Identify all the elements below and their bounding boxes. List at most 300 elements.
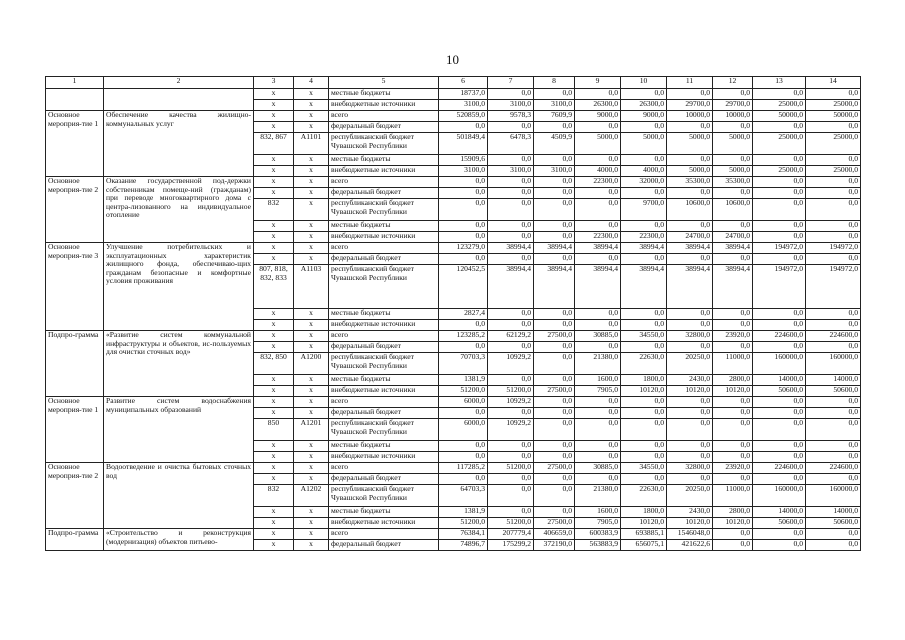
amount-cell: 656075,1 [621,540,667,551]
amount-cell: 123285,2 [439,331,488,342]
target-code-cell: А1200 [294,353,329,375]
amount-cell: 25000,0 [806,100,861,111]
amount-cell: 1381,9 [439,375,488,386]
amount-cell: 22300,0 [621,232,667,243]
amount-cell: 11000,0 [713,485,753,507]
amount-cell: 0,0 [439,221,488,232]
amount-cell: 0,0 [488,408,534,419]
amount-cell: 38994,4 [621,265,667,309]
funding-source-cell: местные бюджеты [329,155,439,166]
amount-cell: 0,0 [713,254,753,265]
amount-cell: 29700,0 [713,100,753,111]
amount-cell: 224600,0 [806,331,861,342]
amount-cell: 38994,4 [713,265,753,309]
amount-cell: 25000,0 [753,100,806,111]
amount-cell: 0,0 [534,309,575,320]
target-code-cell: х [294,166,329,177]
funding-source-cell: республиканский бюджет Чувашской Республики [329,265,439,309]
column-number-row [46,77,861,89]
admin-code-cell: х [254,507,294,518]
funding-source-cell: внебюджетные источники [329,320,439,331]
amount-cell: 120452,5 [439,265,488,309]
amount-cell: 0,0 [621,474,667,485]
amount-cell: 25000,0 [806,133,861,155]
amount-cell: 0,0 [575,221,621,232]
amount-cell: 7905,0 [575,386,621,397]
amount-cell: 0,0 [534,177,575,188]
amount-cell: 0,0 [621,309,667,320]
amount-cell: 0,0 [575,89,621,100]
column-number: 5 [329,77,439,89]
funding-source-cell: внебюджетные источники [329,232,439,243]
target-code-cell: х [294,518,329,529]
amount-cell: 1800,0 [621,507,667,518]
column-number: 10 [621,77,667,89]
amount-cell: 0,0 [621,155,667,166]
amount-cell: 64703,3 [439,485,488,507]
amount-cell: 38994,4 [534,265,575,309]
amount-cell: 76384,1 [439,529,488,540]
amount-cell: 32000,0 [621,177,667,188]
admin-code-cell: 807, 818, 832, 833 [254,265,294,309]
amount-cell: 0,0 [667,89,713,100]
amount-cell: 224600,0 [753,463,806,474]
admin-code-cell: х [254,155,294,166]
admin-code-cell: х [254,232,294,243]
amount-cell: 5000,0 [667,166,713,177]
amount-cell: 0,0 [439,177,488,188]
admin-code-cell: х [254,320,294,331]
table-row [46,463,861,474]
amount-cell: 117285,2 [439,463,488,474]
amount-cell: 1600,0 [575,507,621,518]
amount-cell: 0,0 [713,188,753,199]
funding-source-cell: местные бюджеты [329,221,439,232]
amount-cell: 0,0 [621,397,667,408]
amount-cell: 0,0 [713,397,753,408]
item-description-cell: «Развитие систем коммунальной инфраструктуры и объектов, ис-пользуемых для очистки сточных вод» [104,331,254,397]
admin-code-cell: х [254,89,294,100]
amount-cell: 23920,0 [713,463,753,474]
amount-cell: 2827,4 [439,309,488,320]
amount-cell: 2800,0 [713,507,753,518]
admin-code-cell: х [254,540,294,551]
amount-cell: 35300,0 [713,177,753,188]
amount-cell: 0,0 [713,540,753,551]
admin-code-cell: х [254,221,294,232]
amount-cell: 35300,0 [667,177,713,188]
amount-cell: 194972,0 [806,243,861,254]
amount-cell: 5000,0 [621,133,667,155]
amount-cell: 14000,0 [806,507,861,518]
item-type-cell: Подпро-грамма [46,331,104,397]
amount-cell: 29700,0 [667,100,713,111]
amount-cell: 0,0 [439,342,488,353]
amount-cell: 0,0 [488,221,534,232]
funding-source-cell: местные бюджеты [329,441,439,452]
funding-source-cell: федеральный бюджет [329,474,439,485]
column-number: 6 [439,77,488,89]
amount-cell: 10600,0 [667,199,713,221]
amount-cell: 25000,0 [753,166,806,177]
admin-code-cell: х [254,188,294,199]
target-code-cell: х [294,111,329,122]
amount-cell: 38994,4 [534,243,575,254]
amount-cell: 0,0 [575,474,621,485]
target-code-cell: А1101 [294,133,329,155]
target-code-cell: х [294,177,329,188]
amount-cell: 175299,2 [488,540,534,551]
table-row [46,177,861,188]
target-code-cell: х [294,309,329,320]
target-code-cell: х [294,155,329,166]
item-type-cell: Подпро-грамма [46,529,104,551]
amount-cell: 0,0 [806,408,861,419]
amount-cell: 0,0 [488,177,534,188]
column-number: 12 [713,77,753,89]
amount-cell: 10929,2 [488,353,534,375]
amount-cell: 0,0 [575,408,621,419]
amount-cell: 27500,0 [534,386,575,397]
amount-cell: 0,0 [713,342,753,353]
amount-cell: 0,0 [806,155,861,166]
amount-cell: 0,0 [753,199,806,221]
admin-code-cell: х [254,474,294,485]
item-type-cell: Основное мероприя-тие 1 [46,397,104,463]
funding-source-cell: местные бюджеты [329,507,439,518]
amount-cell: 160000,0 [806,485,861,507]
amount-cell: 38994,4 [488,265,534,309]
amount-cell: 38994,4 [488,243,534,254]
amount-cell: 0,0 [621,320,667,331]
amount-cell: 0,0 [534,232,575,243]
amount-cell: 0,0 [806,529,861,540]
admin-code-cell: х [254,111,294,122]
amount-cell: 563883,9 [575,540,621,551]
amount-cell: 2430,0 [667,507,713,518]
amount-cell: 50600,0 [753,518,806,529]
amount-cell: 51200,0 [488,463,534,474]
amount-cell: 10120,0 [621,518,667,529]
item-type-cell [46,89,104,111]
amount-cell: 27500,0 [534,463,575,474]
table-body [46,77,861,551]
column-number: 3 [254,77,294,89]
funding-source-cell: федеральный бюджет [329,188,439,199]
amount-cell: 0,0 [753,232,806,243]
table-row [46,331,861,342]
item-description-cell: Обеспечение качества жилищно-коммунальных услуг [104,111,254,177]
amount-cell: 22300,0 [575,177,621,188]
amount-cell: 421622,6 [667,540,713,551]
admin-code-cell: 832 [254,485,294,507]
amount-cell: 14000,0 [806,375,861,386]
amount-cell: 0,0 [534,188,575,199]
target-code-cell: х [294,375,329,386]
amount-cell: 0,0 [713,221,753,232]
funding-source-cell: внебюджетные источники [329,518,439,529]
amount-cell: 21380,0 [575,353,621,375]
amount-cell: 0,0 [439,122,488,133]
amount-cell: 14000,0 [753,375,806,386]
target-code-cell: х [294,331,329,342]
admin-code-cell: х [254,452,294,463]
admin-code-cell: х [254,166,294,177]
item-type-cell: Основное мероприя-тие 1 [46,111,104,177]
target-code-cell: х [294,529,329,540]
table-row [46,397,861,408]
amount-cell: 0,0 [488,474,534,485]
page-number: 10 [446,52,459,67]
amount-cell: 0,0 [713,441,753,452]
amount-cell: 38994,4 [667,243,713,254]
amount-cell: 0,0 [488,254,534,265]
target-code-cell: х [294,188,329,199]
amount-cell: 0,0 [806,232,861,243]
amount-cell: 160000,0 [753,485,806,507]
amount-cell: 0,0 [439,452,488,463]
amount-cell: 0,0 [575,309,621,320]
amount-cell: 0,0 [439,188,488,199]
amount-cell: 22300,0 [575,232,621,243]
amount-cell: 0,0 [713,320,753,331]
amount-cell: 0,0 [667,441,713,452]
amount-cell: 0,0 [806,122,861,133]
amount-cell: 0,0 [753,177,806,188]
admin-code-cell: х [254,518,294,529]
amount-cell: 0,0 [621,89,667,100]
amount-cell: 1546048,0 [667,529,713,540]
funding-source-cell: местные бюджеты [329,375,439,386]
amount-cell: 0,0 [753,540,806,551]
item-description-cell: Улучшение потребительских и эксплуатационных характеристик жилищного фонда, обеспечиваю-щих гражданам безопасные и комфортные условия проживания [104,243,254,331]
amount-cell: 0,0 [713,309,753,320]
amount-cell: 501849,4 [439,133,488,155]
funding-source-cell: местные бюджеты [329,309,439,320]
amount-cell: 0,0 [806,188,861,199]
funding-source-cell: внебюджетные источники [329,386,439,397]
amount-cell: 0,0 [534,419,575,441]
amount-cell: 0,0 [534,353,575,375]
admin-code-cell: х [254,463,294,474]
admin-code-cell: х [254,122,294,133]
amount-cell: 0,0 [753,320,806,331]
amount-cell: 194972,0 [753,265,806,309]
amount-cell: 0,0 [667,254,713,265]
amount-cell: 0,0 [575,122,621,133]
amount-cell: 2800,0 [713,375,753,386]
amount-cell: 10120,0 [713,518,753,529]
table-row [46,243,861,254]
amount-cell: 0,0 [806,419,861,441]
funding-source-cell: местные бюджеты [329,89,439,100]
amount-cell: 38994,4 [667,265,713,309]
amount-cell: 0,0 [667,474,713,485]
amount-cell: 0,0 [488,320,534,331]
amount-cell: 5000,0 [575,133,621,155]
amount-cell: 0,0 [806,540,861,551]
item-type-cell: Основное мероприя-тие 2 [46,463,104,529]
amount-cell: 27500,0 [534,518,575,529]
amount-cell: 30885,0 [575,331,621,342]
amount-cell: 0,0 [534,485,575,507]
amount-cell: 9000,0 [575,111,621,122]
funding-source-cell: внебюджетные источники [329,100,439,111]
amount-cell: 0,0 [753,221,806,232]
amount-cell: 0,0 [534,474,575,485]
amount-cell: 0,0 [667,320,713,331]
amount-cell: 50000,0 [806,111,861,122]
amount-cell: 0,0 [534,452,575,463]
amount-cell: 0,0 [488,452,534,463]
amount-cell: 160000,0 [806,353,861,375]
amount-cell: 25000,0 [806,166,861,177]
amount-cell: 70703,3 [439,353,488,375]
amount-cell: 5000,0 [713,133,753,155]
amount-cell: 22630,0 [621,485,667,507]
amount-cell: 0,0 [753,474,806,485]
funding-source-cell: федеральный бюджет [329,540,439,551]
amount-cell: 26300,0 [575,100,621,111]
column-number: 2 [104,77,254,89]
amount-cell: 0,0 [667,122,713,133]
funding-source-cell: республиканский бюджет Чувашской Республики [329,419,439,441]
amount-cell: 51200,0 [488,386,534,397]
column-number: 9 [575,77,621,89]
amount-cell: 3100,0 [534,166,575,177]
amount-cell: 51200,0 [439,518,488,529]
amount-cell: 74896,7 [439,540,488,551]
amount-cell: 5000,0 [667,133,713,155]
target-code-cell: х [294,232,329,243]
amount-cell: 0,0 [621,452,667,463]
amount-cell: 0,0 [575,188,621,199]
admin-code-cell: 832, 850 [254,353,294,375]
amount-cell: 0,0 [753,419,806,441]
amount-cell: 0,0 [713,89,753,100]
amount-cell: 15909,6 [439,155,488,166]
amount-cell: 1600,0 [575,375,621,386]
amount-cell: 0,0 [439,199,488,221]
admin-code-cell: х [254,441,294,452]
funding-source-cell: республиканский бюджет Чувашской Республики [329,133,439,155]
amount-cell: 0,0 [488,188,534,199]
funding-source-cell: федеральный бюджет [329,122,439,133]
amount-cell: 10120,0 [667,518,713,529]
item-description-cell: Водоотведение и очистка бытовых сточных вод [104,463,254,529]
amount-cell: 0,0 [667,419,713,441]
column-number: 14 [806,77,861,89]
amount-cell: 0,0 [439,232,488,243]
amount-cell: 0,0 [534,254,575,265]
amount-cell: 0,0 [534,441,575,452]
amount-cell: 3100,0 [439,166,488,177]
funding-source-cell: внебюджетные источники [329,166,439,177]
amount-cell: 0,0 [488,232,534,243]
amount-cell: 26300,0 [621,100,667,111]
amount-cell: 0,0 [806,89,861,100]
target-code-cell: х [294,408,329,419]
amount-cell: 0,0 [667,342,713,353]
amount-cell: 0,0 [621,441,667,452]
amount-cell: 0,0 [621,122,667,133]
admin-code-cell: х [254,254,294,265]
target-code-cell: х [294,463,329,474]
amount-cell: 62129,2 [488,331,534,342]
amount-cell: 6000,0 [439,397,488,408]
funding-source-cell: федеральный бюджет [329,254,439,265]
amount-cell: 0,0 [713,452,753,463]
amount-cell: 0,0 [534,199,575,221]
admin-code-cell: х [254,408,294,419]
amount-cell: 0,0 [621,342,667,353]
amount-cell: 7609,9 [534,111,575,122]
target-code-cell: А1103 [294,265,329,309]
column-number: 8 [534,77,575,89]
table-row [46,111,861,122]
column-number: 7 [488,77,534,89]
amount-cell: 0,0 [753,309,806,320]
table-row [46,89,861,100]
amount-cell: 0,0 [488,122,534,133]
amount-cell: 0,0 [534,155,575,166]
amount-cell: 0,0 [534,221,575,232]
amount-cell: 0,0 [488,155,534,166]
column-number: 4 [294,77,329,89]
funding-source-cell: республиканский бюджет Чувашской Республики [329,199,439,221]
item-description-cell: Развитие систем водоснабжения муниципальных образований [104,397,254,463]
amount-cell: 0,0 [439,408,488,419]
column-number: 13 [753,77,806,89]
amount-cell: 3100,0 [534,100,575,111]
amount-cell: 0,0 [575,199,621,221]
amount-cell: 24700,0 [713,232,753,243]
amount-cell: 406659,0 [534,529,575,540]
admin-code-cell: 832, 867 [254,133,294,155]
amount-cell: 0,0 [575,254,621,265]
amount-cell: 207779,4 [488,529,534,540]
funding-source-cell: федеральный бюджет [329,342,439,353]
amount-cell: 224600,0 [806,463,861,474]
amount-cell: 9578,3 [488,111,534,122]
amount-cell: 10000,0 [713,111,753,122]
amount-cell: 10000,0 [667,111,713,122]
amount-cell: 224600,0 [753,331,806,342]
target-code-cell: х [294,221,329,232]
amount-cell: 4509,9 [534,133,575,155]
amount-cell: 0,0 [575,397,621,408]
admin-code-cell: х [254,375,294,386]
amount-cell: 0,0 [488,441,534,452]
item-type-cell: Основное мероприя-тие 2 [46,177,104,243]
amount-cell: 0,0 [753,441,806,452]
amount-cell: 2430,0 [667,375,713,386]
amount-cell: 0,0 [753,342,806,353]
amount-cell: 22630,0 [621,353,667,375]
amount-cell: 0,0 [534,507,575,518]
amount-cell: 0,0 [488,485,534,507]
amount-cell: 194972,0 [806,265,861,309]
amount-cell: 0,0 [439,254,488,265]
amount-cell: 0,0 [806,254,861,265]
amount-cell: 0,0 [753,254,806,265]
amount-cell: 0,0 [667,221,713,232]
amount-cell: 0,0 [667,155,713,166]
amount-cell: 0,0 [753,397,806,408]
funding-source-cell: внебюджетные источники [329,452,439,463]
amount-cell: 0,0 [534,122,575,133]
table-row [46,529,861,540]
